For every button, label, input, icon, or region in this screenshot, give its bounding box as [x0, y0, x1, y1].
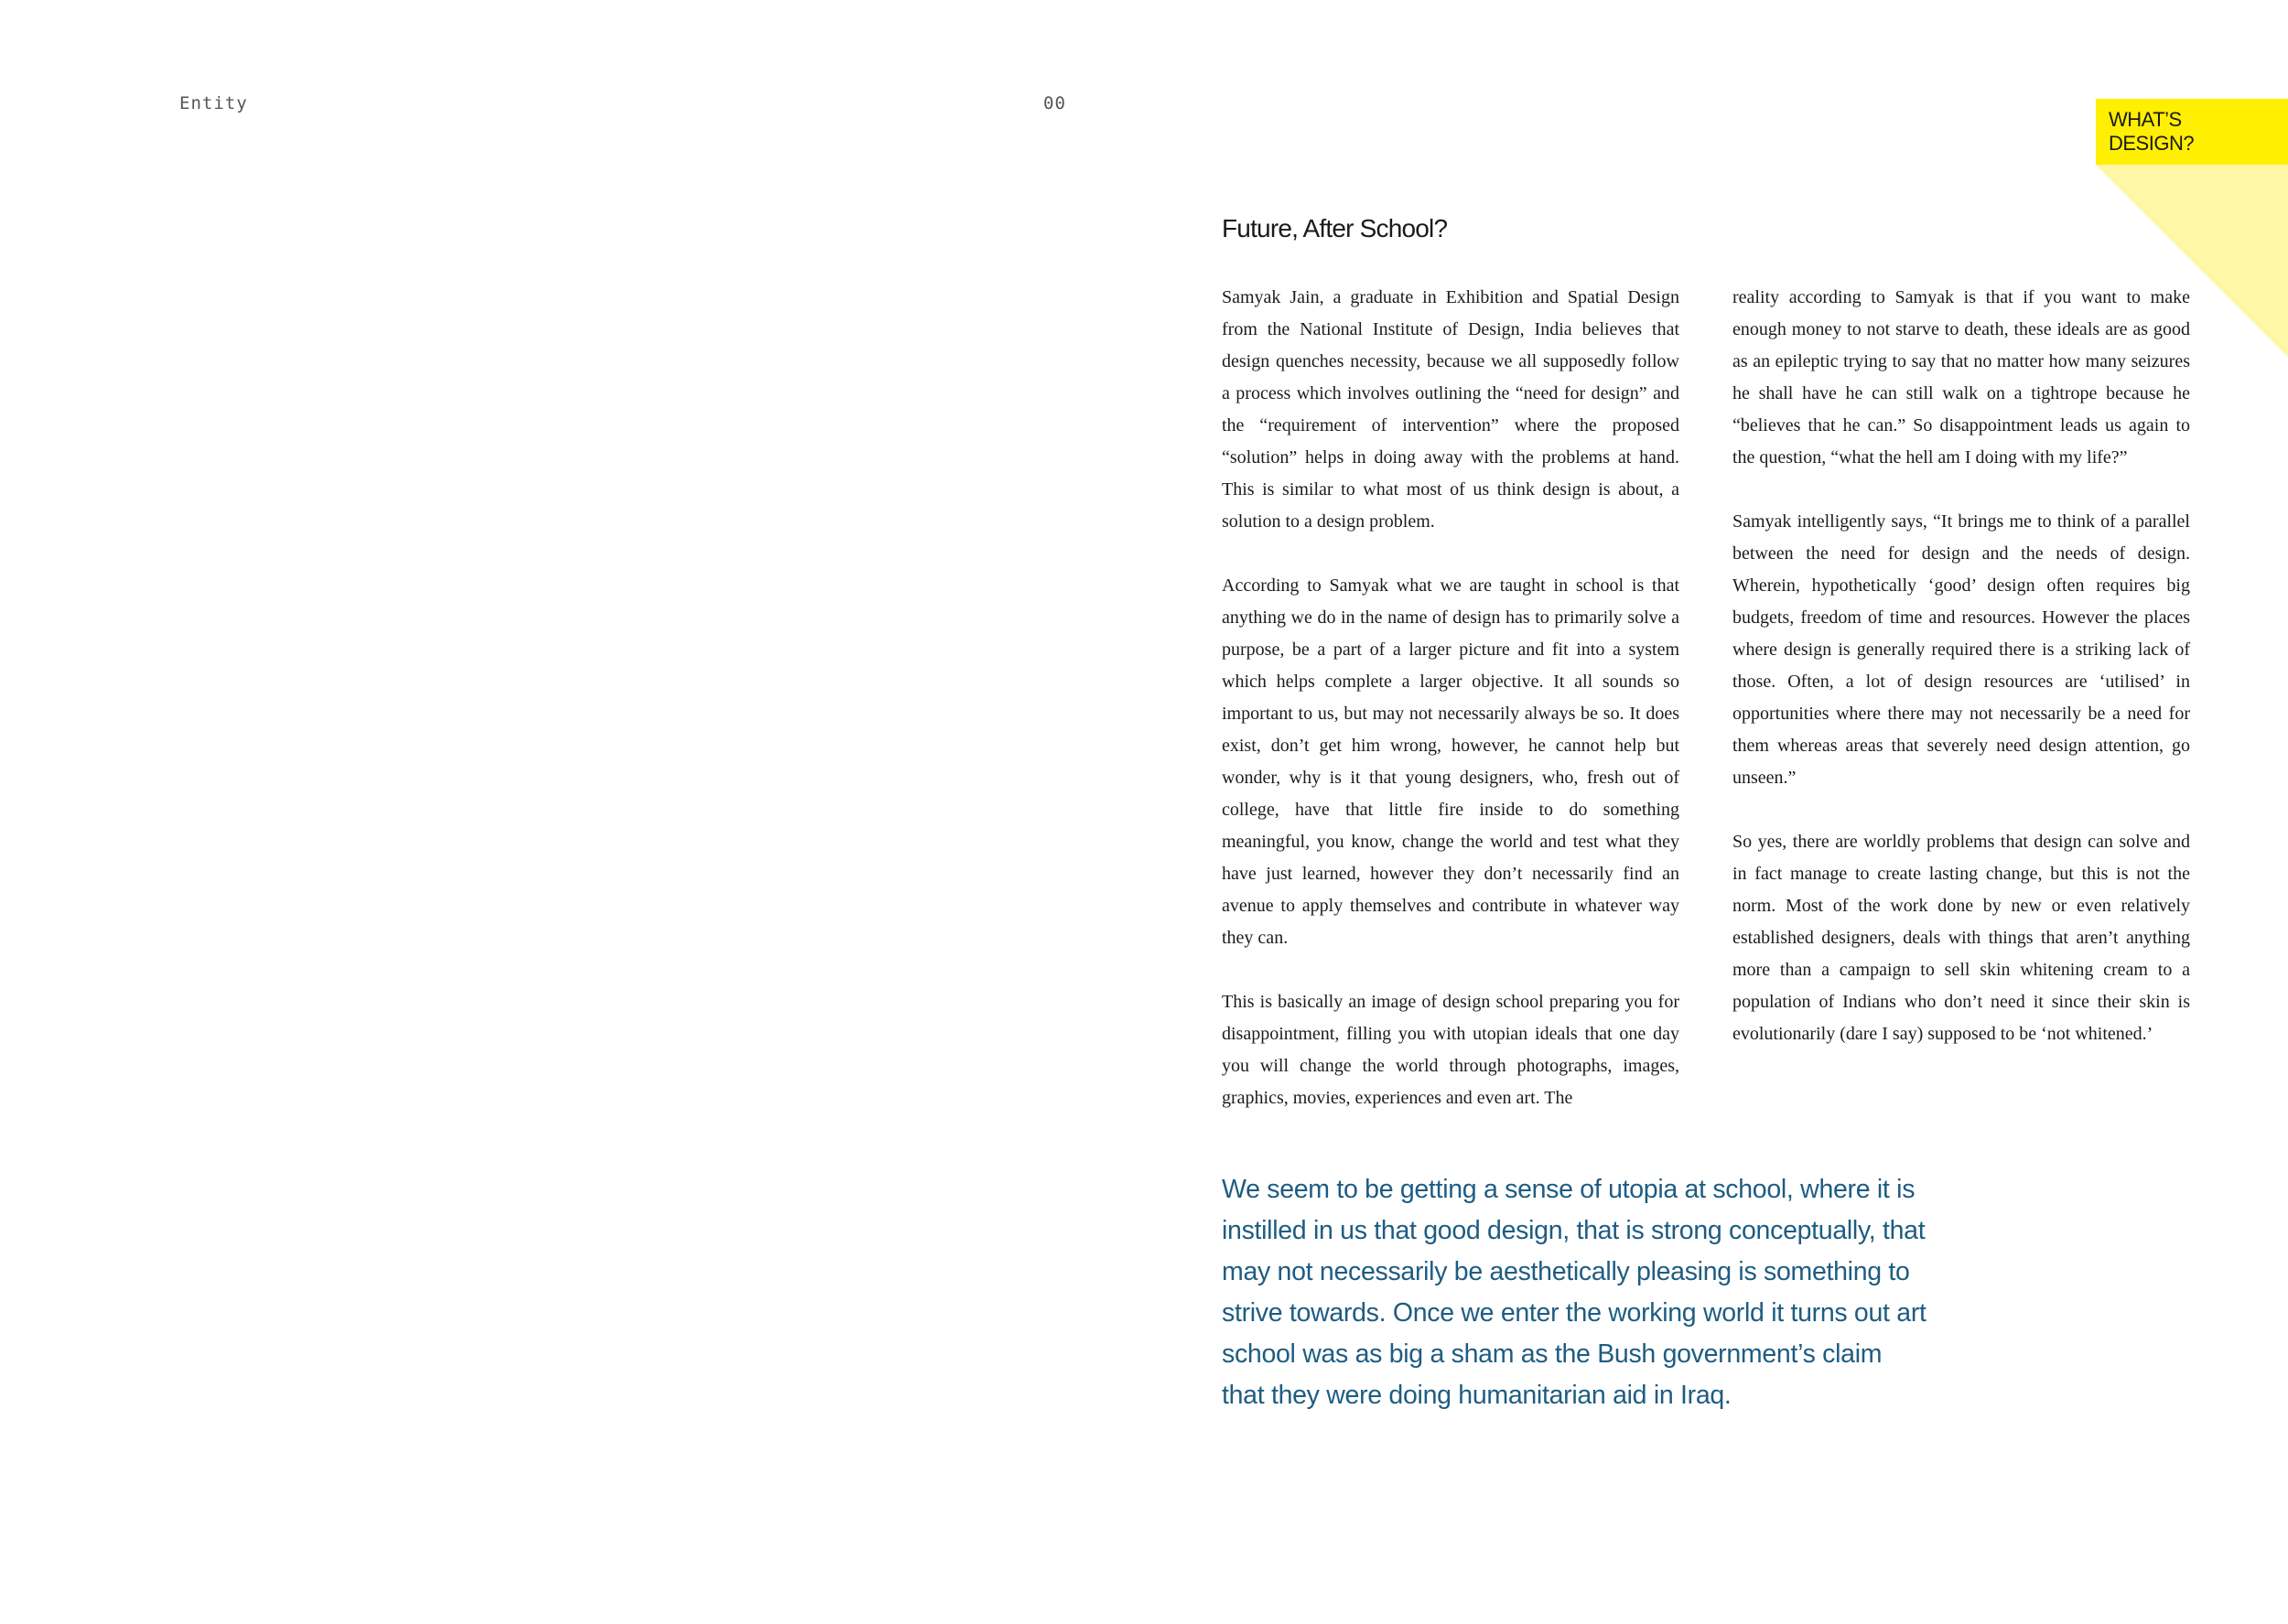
pull-quote: We seem to be getting a sense of utopia at school, where it is instilled in us that good design, that is strong conceptually, that may not necessarily be aesthetically pleasing is something to strive towards. Once we enter the working world it turns out art school was as big a sham as the Bush government’s claim that they were doing humanitarian aid in Iraq.: [1222, 1175, 1926, 1410]
paragraph: reality according to Samyak is that if you want to make enough money to not starve to death, these ideals are as good as an epileptic trying to say that no matter how many seizures he shall have he can still walk on a tightrope because he “believes that he can.” So disappointment leads us again to the question, “what the hell am I doing with my life?”: [1732, 287, 2190, 468]
section-tag-line-1: WHAT’S: [2109, 108, 2182, 131]
body-column-left: [1222, 282, 1679, 1146]
body-column-right: [1732, 282, 2190, 1082]
article-title: Future, After School?: [1222, 214, 1448, 242]
section-tag-line-2: DESIGN?: [2109, 132, 2195, 155]
page-number: 00: [1043, 93, 1066, 113]
paragraph: According to Samyak what we are taught in school is that anything we do in the name of design has to primarily solve a purpose, be a part of a larger picture and fit into a system which helps complete a larger objective. It all sounds so important to us, but may not necessarily always be so. It does exist, don’t get him wrong, however, he cannot help but wonder, why is it that young designers, who, fresh out of college, have that little fire inside to do something meaningful, you know, change the world and test what they have just learned, however they don’t necessarily find an avenue to apply themselves and contribute in whatever way they can.: [1222, 575, 1679, 948]
running-head-title: Entity: [179, 93, 248, 113]
paragraph: This is basically an image of design school preparing you for disappointment, filling you with utopian ideals that one day you will change the world through photographs, images, graphics, movies, experiences and even art. The: [1222, 992, 1679, 1108]
section-tag: [2096, 99, 2288, 165]
paragraph: So yes, there are worldly problems that design can solve and in fact manage to create lasting change, but this is not the norm. Most of the work done by new or even relatively established designers, deals with things that aren’t anything more than a campaign to sell skin whitening cream to a population of Indians who don’t need it since their skin is evolutionarily (dare I say) supposed to be ‘not whitened.’: [1732, 832, 2190, 1044]
paragraph: Samyak Jain, a graduate in Exhibition and Spatial Design from the National Institute of Design, India believes that design quenches necessity, because we all supposedly follow a process which involves outlining the “need for design” and the “requirement of intervention” where the proposed “solution” helps in doing away with the problems at hand. This is similar to what most of us think design is about, a solution to a design problem.: [1222, 287, 1679, 532]
paragraph: Samyak intelligently says, “It brings me to think of a parallel between the need for design and the needs of design. Wherein, hypothetically ‘good’ design often requires big budgets, freedom of time and resources. However the places where design is generally required there is a striking lack of those. Often, a lot of design resources are ‘utilised’ in opportunities where there may not necessarily be a need for them whereas areas that severely need design attention, go unseen.”: [1732, 511, 2190, 788]
